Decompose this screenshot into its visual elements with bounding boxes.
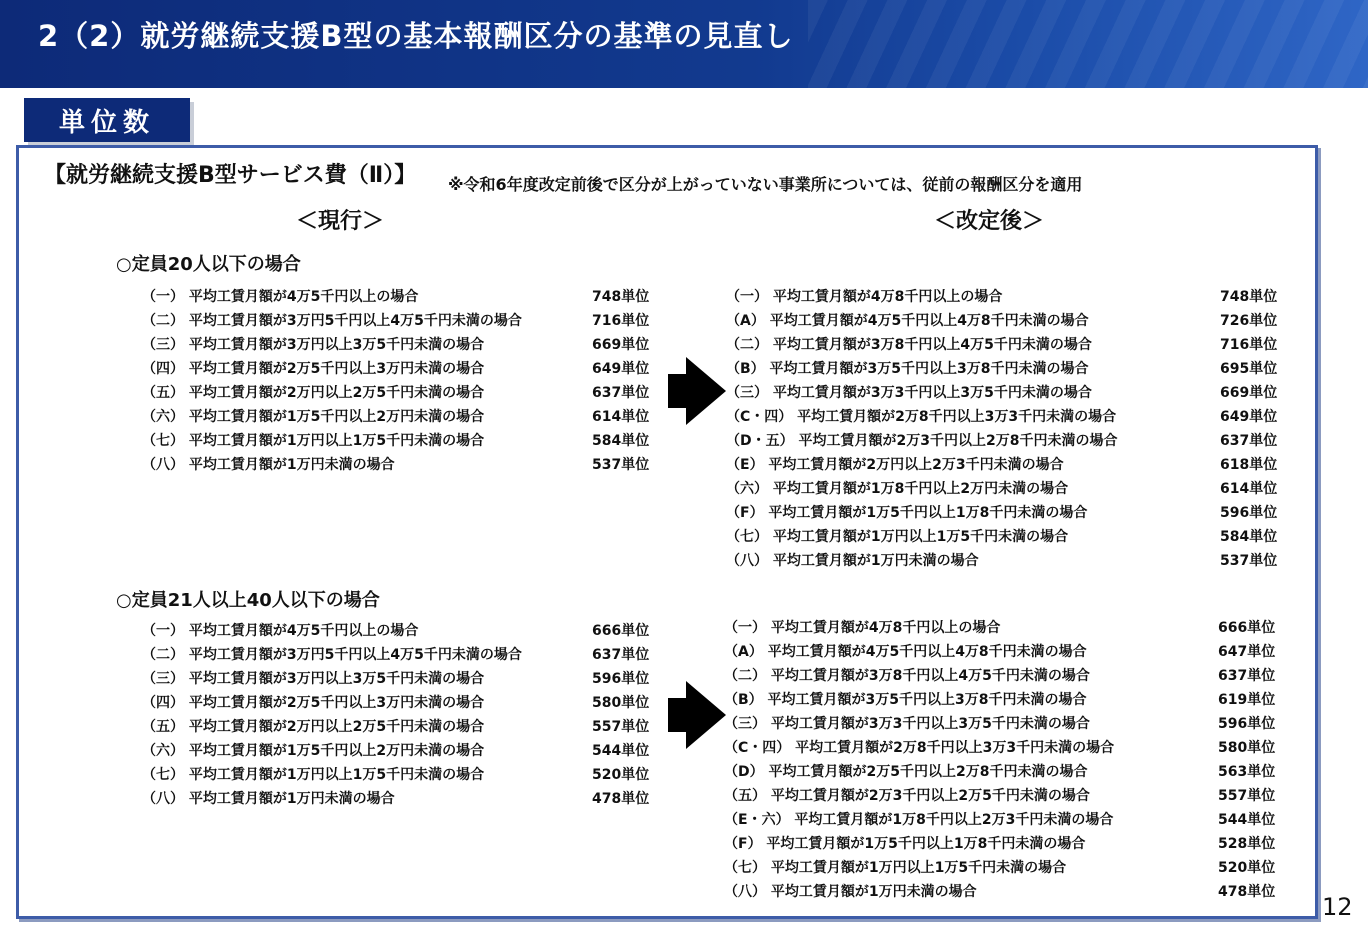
unit-value: 596単位	[1218, 716, 1276, 732]
unit-value: 618単位	[1220, 457, 1278, 473]
tier-label: （A） 平均工賃月額が4万5千円以上4万8千円未満の場合	[724, 644, 1087, 660]
unit-value: 537単位	[1220, 553, 1278, 569]
title-banner	[0, 0, 1368, 88]
tier-label: （一） 平均工賃月額が4万8千円以上の場合	[726, 289, 1003, 305]
page-number: 12	[1322, 893, 1353, 921]
unit-value: 580単位	[592, 695, 650, 711]
unit-value: 647単位	[1218, 644, 1276, 660]
tier-label: （三） 平均工賃月額が3万円以上3万5千円未満の場合	[142, 337, 485, 353]
unit-value: 614単位	[592, 409, 650, 425]
page-title: 2（2）就労継続支援B型の基本報酬区分の基準の見直し	[38, 19, 794, 53]
unit-value: 580単位	[1218, 740, 1276, 756]
unit-value: 557単位	[1218, 788, 1276, 804]
unit-value: 478単位	[1218, 884, 1276, 900]
unit-value: 563単位	[1218, 764, 1276, 780]
service-title: 【就労継続支援B型サービス費（Ⅱ）】	[44, 163, 417, 188]
tier-label: （五） 平均工賃月額が2万円以上2万5千円未満の場合	[142, 719, 485, 735]
tier-label: （二） 平均工賃月額が3万8千円以上4万5千円未満の場合	[726, 337, 1092, 353]
tier-label: （F） 平均工賃月額が1万5千円以上1万8千円未満の場合	[726, 505, 1088, 521]
unit-value: 614単位	[1220, 481, 1278, 497]
unit-value: 649単位	[592, 361, 650, 377]
tier-label: （D・五） 平均工賃月額が2万3千円以上2万8千円未満の場合	[726, 433, 1118, 449]
unit-value: 537単位	[592, 457, 650, 473]
tier-label: （六） 平均工賃月額が1万5千円以上2万円未満の場合	[142, 409, 485, 425]
tier-label: （六） 平均工賃月額が1万8千円以上2万円未満の場合	[726, 481, 1069, 497]
unit-value: 596単位	[592, 671, 650, 687]
tier-label: （三） 平均工賃月額が3万3千円以上3万5千円未満の場合	[724, 716, 1090, 732]
tier-label: （五） 平均工賃月額が2万3千円以上2万5千円未満の場合	[724, 788, 1090, 804]
unit-value: 666単位	[1218, 620, 1276, 636]
tier-label: （四） 平均工賃月額が2万5千円以上3万円未満の場合	[142, 695, 485, 711]
tier-label: （七） 平均工賃月額が1万円以上1万5千円未満の場合	[724, 860, 1067, 876]
tier-label: （八） 平均工賃月額が1万円未満の場合	[142, 457, 395, 473]
tier-label: （D） 平均工賃月額が2万5千円以上2万8千円未満の場合	[724, 764, 1088, 780]
unit-value: 520単位	[1218, 860, 1276, 876]
unit-value: 596単位	[1220, 505, 1278, 521]
unit-value: 716単位	[592, 313, 650, 329]
tier-label: （八） 平均工賃月額が1万円未満の場合	[726, 553, 979, 569]
tier-label: （八） 平均工賃月額が1万円未満の場合	[724, 884, 977, 900]
tier-label: （七） 平均工賃月額が1万円以上1万5千円未満の場合	[726, 529, 1069, 545]
unit-value: 716単位	[1220, 337, 1278, 353]
unit-value: 669単位	[592, 337, 650, 353]
unit-value: 544単位	[1218, 812, 1276, 828]
unit-value: 528単位	[1218, 836, 1276, 852]
right-arrow-icon	[686, 681, 726, 749]
tier-label: （一） 平均工賃月額が4万5千円以上の場合	[142, 623, 419, 639]
section-tab-units: 単位数	[24, 98, 190, 142]
revised-column-heading: ＜改定後＞	[934, 209, 1045, 234]
tier-label: （二） 平均工賃月額が3万円5千円以上4万5千円未満の場合	[142, 313, 522, 329]
unit-value: 478単位	[592, 791, 650, 807]
tier-label: （B） 平均工賃月額が3万5千円以上3万8千円未満の場合	[726, 361, 1089, 377]
tier-label: （E） 平均工賃月額が2万円以上2万3千円未満の場合	[726, 457, 1064, 473]
unit-value: 557単位	[592, 719, 650, 735]
tier-label: （七） 平均工賃月額が1万円以上1万5千円未満の場合	[142, 433, 485, 449]
case1-heading: ○定員20人以下の場合	[116, 254, 301, 275]
case2-heading: ○定員21人以上40人以下の場合	[116, 590, 380, 611]
tier-label: （C・四） 平均工賃月額が2万8千円以上3万3千円未満の場合	[724, 740, 1115, 756]
tier-label: （三） 平均工賃月額が3万円以上3万5千円未満の場合	[142, 671, 485, 687]
tier-label: （C・四） 平均工賃月額が2万8千円以上3万3千円未満の場合	[726, 409, 1117, 425]
tier-label: （一） 平均工賃月額が4万5千円以上の場合	[142, 289, 419, 305]
unit-value: 584単位	[1220, 529, 1278, 545]
unit-value: 649単位	[1220, 409, 1278, 425]
unit-value: 748単位	[592, 289, 650, 305]
unit-value: 748単位	[1220, 289, 1278, 305]
tier-label: （E・六） 平均工賃月額が1万8千円以上2万3千円未満の場合	[724, 812, 1114, 828]
unit-value: 726単位	[1220, 313, 1278, 329]
tier-label: （七） 平均工賃月額が1万円以上1万5千円未満の場合	[142, 767, 485, 783]
tier-label: （F） 平均工賃月額が1万5千円以上1万8千円未満の場合	[724, 836, 1086, 852]
unit-value: 695単位	[1220, 361, 1278, 377]
unit-value: 637単位	[592, 385, 650, 401]
tier-label: （A） 平均工賃月額が4万5千円以上4万8千円未満の場合	[726, 313, 1089, 329]
tier-label: （五） 平均工賃月額が2万円以上2万5千円未満の場合	[142, 385, 485, 401]
unit-value: 637単位	[1218, 668, 1276, 684]
tier-label: （二） 平均工賃月額が3万8千円以上4万5千円未満の場合	[724, 668, 1090, 684]
unit-value: 637単位	[592, 647, 650, 663]
tier-label: （二） 平均工賃月額が3万円5千円以上4万5千円未満の場合	[142, 647, 522, 663]
unit-value: 666単位	[592, 623, 650, 639]
tier-label: （三） 平均工賃月額が3万3千円以上3万5千円未満の場合	[726, 385, 1092, 401]
service-note: ※令和6年度改定前後で区分が上がっていない事業所については、従前の報酬区分を適用	[448, 175, 1083, 194]
tier-label: （一） 平均工賃月額が4万8千円以上の場合	[724, 620, 1001, 636]
banner-decoration	[808, 0, 1368, 88]
current-column-heading: ＜現行＞	[296, 209, 385, 234]
unit-value: 619単位	[1218, 692, 1276, 708]
tier-label: （B） 平均工賃月額が3万5千円以上3万8千円未満の場合	[724, 692, 1087, 708]
tier-label: （八） 平均工賃月額が1万円未満の場合	[142, 791, 395, 807]
unit-value: 520単位	[592, 767, 650, 783]
right-arrow-icon	[686, 357, 726, 425]
tier-label: （四） 平均工賃月額が2万5千円以上3万円未満の場合	[142, 361, 485, 377]
tier-label: （六） 平均工賃月額が1万5千円以上2万円未満の場合	[142, 743, 485, 759]
unit-value: 637単位	[1220, 433, 1278, 449]
unit-value: 584単位	[592, 433, 650, 449]
unit-value: 544単位	[592, 743, 650, 759]
unit-value: 669単位	[1220, 385, 1278, 401]
